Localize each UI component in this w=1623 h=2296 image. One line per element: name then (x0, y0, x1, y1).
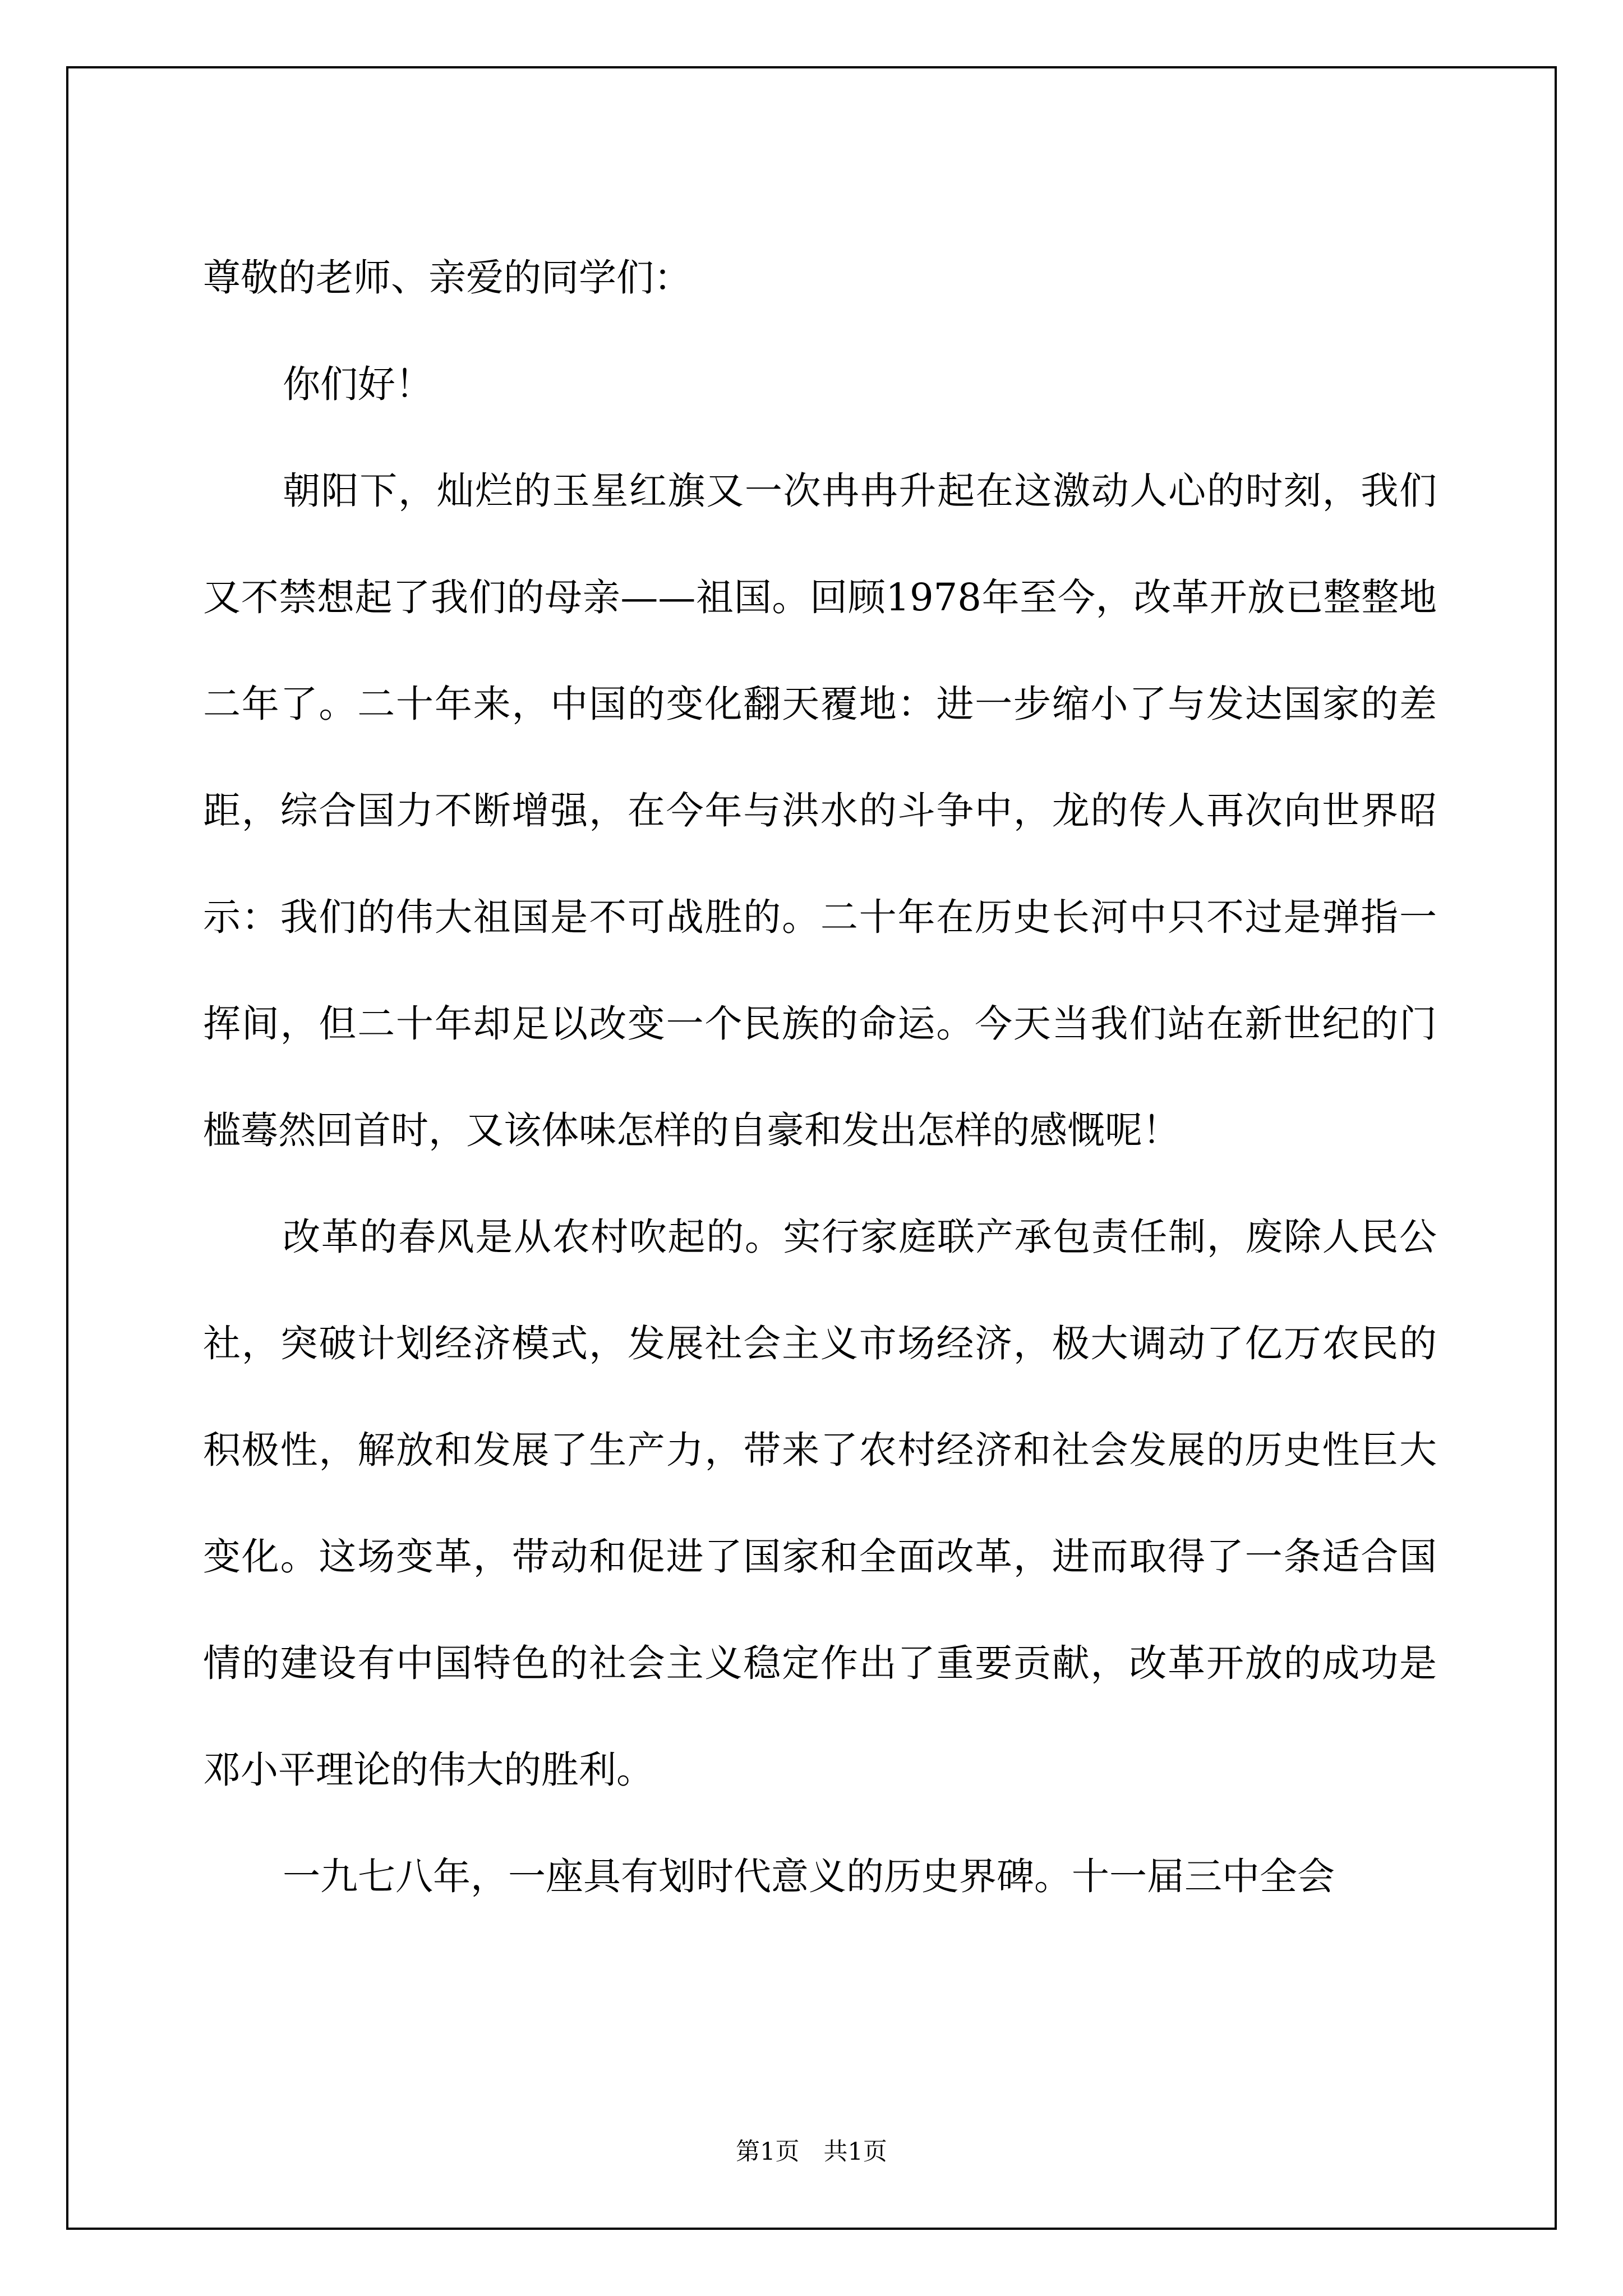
paragraph-greeting: 你们好！ (283, 362, 433, 406)
page-number: 第1页 共1页 (736, 2138, 887, 2166)
paragraph: 一九七八年，一座具有划时代意义的历史界碑。十一届三中全会 (283, 1855, 1335, 1898)
paragraph: 改革的春风是从农村吹起的。实行家庭联产承包责任制，废除人民公社，突破计划经济模式，发展社会主义市场经济，极大调动了亿万农民的积极性，解放和发展了生产力，带来了农村经济和社会发展的历史性巨大变化。这场变革，带动和促进了国家和全面改革，进而取得了一条适合国情的建设有中国特色的社会主义稳定作出了重要贡献，改革开放的成功是邓小平理论的伟大的胜利。 (203, 1215, 1437, 1792)
paragraph: 朝阳下，灿烂的玉星红旗又一次冉冉升起在这激动人心的时刻，我们又不禁想起了我们的母亲——祖国。回顾1978年至今，改革开放已整整地二年了。二十年来，中国的变化翻天覆地：进一步缩小了与发达国家的差距，综合国力不断增强，在今年与洪水的斗争中，龙的传人再次向世界昭示：我们的伟大祖国是不可战胜的。二十年在历史长河中只不过是弹指一挥间，但二十年却足以改变一个民族的命运。今天当我们站在新世纪的门槛蓦然回首时，又该体味怎样的自豪和发出怎样的感慨呢！ (203, 469, 1437, 1152)
document-body (203, 224, 1437, 1930)
salutation: 尊敬的老师、亲爱的同学们： (203, 256, 691, 300)
